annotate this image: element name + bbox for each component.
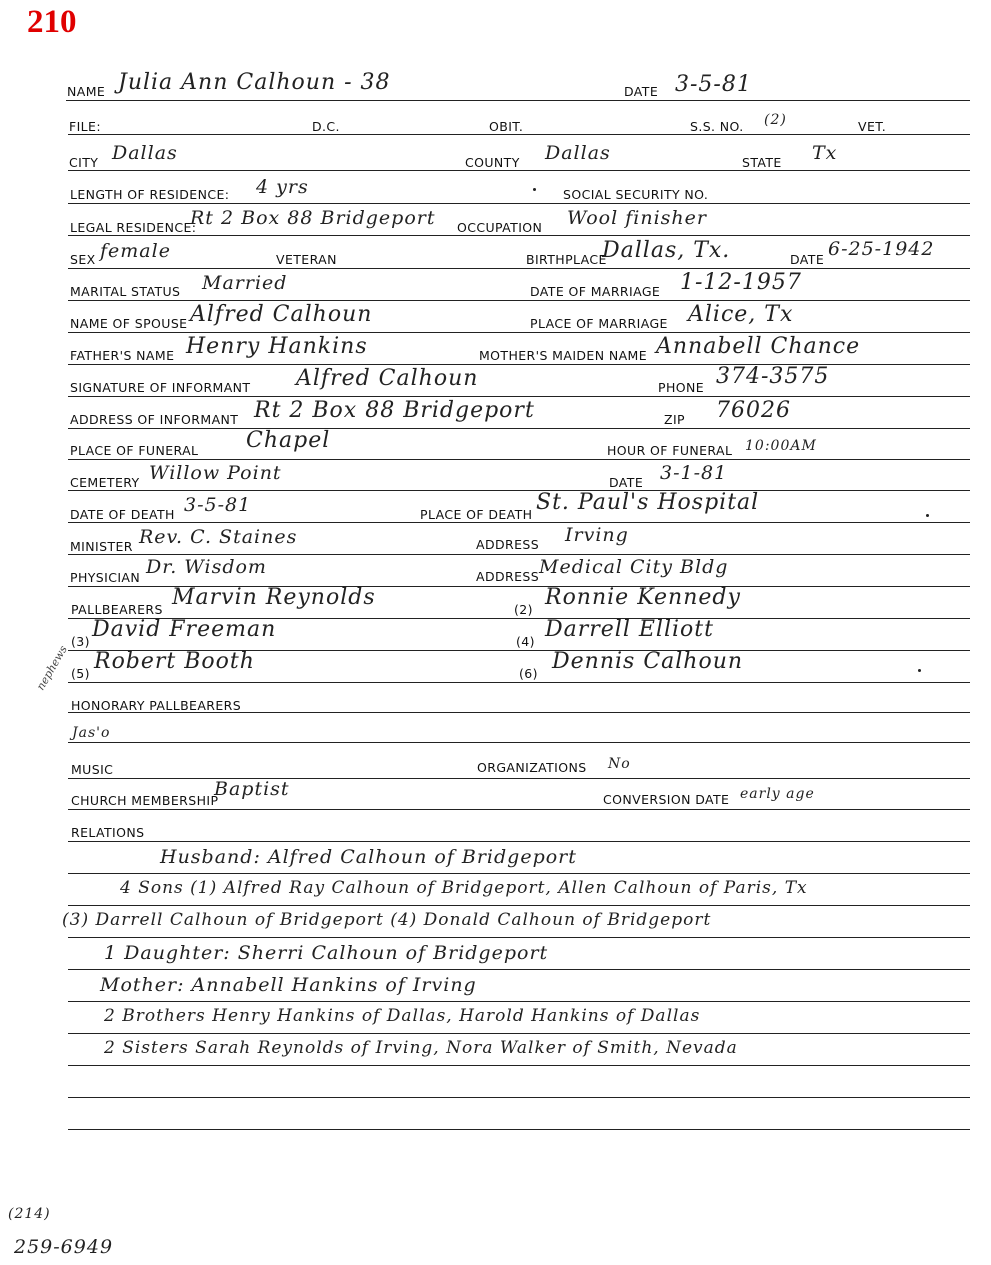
pallbearer-6: Dennis Calhoun xyxy=(552,649,744,674)
informant-addr-value: Rt 2 Box 88 Bridgeport xyxy=(254,398,535,423)
relation-line: (3) Darrell Calhoun of Bridgeport (4) Donald Calhoun of Bridgeport xyxy=(62,910,712,930)
rule-pallbearers-3 xyxy=(68,682,970,683)
funeral-hour-label: HOUR OF FUNERAL xyxy=(607,443,733,458)
cemetery-label: CEMETERY xyxy=(70,475,140,490)
minister-addr-value: Irving xyxy=(565,524,629,546)
rule-honorary-2 xyxy=(68,742,970,743)
relation-line: 2 Brothers Henry Hankins of Dallas, Harold Hankins of Dallas xyxy=(104,1006,701,1026)
honorary-label: HONORARY PALLBEARERS xyxy=(71,698,242,713)
honorary-value: Jas'o xyxy=(72,725,111,741)
spouse-value: Alfred Calhoun xyxy=(190,302,373,327)
social-security-label: SOCIAL SECURITY NO. xyxy=(563,187,709,202)
state-value: Tx xyxy=(812,142,838,164)
rule-informant-addr xyxy=(68,428,970,429)
length-value: 4 yrs xyxy=(256,176,309,198)
name-label: NAME xyxy=(67,84,106,99)
death-date-value: 3-5-81 xyxy=(184,494,252,516)
birthplace-label: BIRTHPLACE xyxy=(526,252,607,267)
veteran-label: VETERAN xyxy=(276,252,337,267)
rule-informant xyxy=(68,396,970,397)
relations-label: RELATIONS xyxy=(71,825,145,840)
phone-label: PHONE xyxy=(658,380,705,395)
rule-file xyxy=(68,134,970,135)
pallbearer-6-number: (6) xyxy=(519,666,538,681)
rule-rel-7 xyxy=(68,1065,970,1066)
ss-no-value: (2) xyxy=(764,112,787,128)
mother-label: MOTHER'S MAIDEN NAME xyxy=(479,348,648,363)
rule-spouse xyxy=(68,332,970,333)
informant-addr-label: ADDRESS OF INFORMANT xyxy=(70,412,239,427)
conversion-label: CONVERSION DATE xyxy=(603,792,730,807)
organizations-label: ORGANIZATIONS xyxy=(477,760,587,775)
length-label: LENGTH OF RESIDENCE: xyxy=(70,187,230,202)
rule-length xyxy=(68,203,970,204)
marriage-place-value: Alice, Tx xyxy=(688,302,794,327)
minister-value: Rev. C. Staines xyxy=(139,526,298,548)
dc-label: D.C. xyxy=(312,119,340,134)
mother-value: Annabell Chance xyxy=(656,334,861,359)
rule-rel-2 xyxy=(68,905,970,906)
footer-note-phone: 259-6949 xyxy=(14,1236,114,1258)
county-value: Dallas xyxy=(545,142,611,164)
rule-relations xyxy=(68,841,970,842)
sex-value: female xyxy=(100,240,171,262)
birthplace-value: Dallas, Tx. xyxy=(602,238,731,263)
marriage-date-value: 1-12-1957 xyxy=(680,270,802,295)
rule-rel-3 xyxy=(68,937,970,938)
pallbearer-4: Darrell Elliott xyxy=(545,617,714,642)
relation-line: 4 Sons (1) Alfred Ray Calhoun of Bridgeport, Allen Calhoun of Paris, Tx xyxy=(120,878,808,898)
church-value: Baptist xyxy=(214,778,290,800)
relation-line: 2 Sisters Sarah Reynolds of Irving, Nora Walker of Smith, Nevada xyxy=(104,1038,738,1058)
minister-addr-label: ADDRESS xyxy=(476,537,540,552)
birth-date-label: DATE xyxy=(790,252,825,267)
stray-dot xyxy=(918,669,921,672)
marital-value: Married xyxy=(202,272,288,294)
rule-rel-8 xyxy=(68,1097,970,1098)
rule-rel-5 xyxy=(68,1001,970,1002)
marital-label: MARITAL STATUS xyxy=(70,284,181,299)
pallbearer-1: Marvin Reynolds xyxy=(172,585,376,610)
rule-funeral xyxy=(68,459,970,460)
rule-city xyxy=(68,170,970,171)
funeral-place-label: PLACE OF FUNERAL xyxy=(70,443,199,458)
church-label: CHURCH MEMBERSHIP xyxy=(71,793,219,808)
margin-note: nephews xyxy=(34,643,70,693)
county-label: COUNTY xyxy=(465,155,520,170)
file-label: FILE: xyxy=(69,119,101,134)
rule-name xyxy=(66,100,970,101)
rule-sex xyxy=(68,268,970,269)
rule-rel-1 xyxy=(68,873,970,874)
physician-value: Dr. Wisdom xyxy=(146,556,267,578)
funeral-place-value: Chapel xyxy=(246,428,331,453)
funeral-hour-value: 10:00AM xyxy=(745,438,817,454)
pallbearer-5-number: (5) xyxy=(71,666,90,681)
rule-rel-6 xyxy=(68,1033,970,1034)
city-value: Dallas xyxy=(112,142,178,164)
rule-minister xyxy=(68,554,970,555)
pallbearer-3-number: (3) xyxy=(71,634,90,649)
sex-label: SEX xyxy=(70,252,96,267)
occupation-value: Wool finisher xyxy=(567,207,707,229)
father-label: FATHER'S NAME xyxy=(70,348,175,363)
organizations-value: No xyxy=(608,756,631,772)
name-value: Julia Ann Calhoun - 38 xyxy=(118,70,391,95)
rule-marital xyxy=(68,300,970,301)
spouse-label: NAME OF SPOUSE xyxy=(70,316,188,331)
stray-dot xyxy=(533,188,536,191)
conversion-value: early age xyxy=(740,786,815,802)
relation-line: 1 Daughter: Sherri Calhoun of Bridgeport xyxy=(104,942,549,964)
informant-sig-label: SIGNATURE OF INFORMANT xyxy=(70,380,251,395)
ss-no-label: S.S. NO. xyxy=(690,119,744,134)
minister-label: MINISTER xyxy=(70,539,133,554)
rule-church xyxy=(68,809,970,810)
page-number: 210 xyxy=(27,4,77,40)
cemetery-date-label: DATE xyxy=(609,475,644,490)
date-label: DATE xyxy=(624,84,659,99)
father-value: Henry Hankins xyxy=(186,334,368,359)
phone-value: 374-3575 xyxy=(716,364,830,389)
rule-music xyxy=(68,778,970,779)
physician-addr-label: ADDRESS xyxy=(476,569,540,584)
vet-label: VET. xyxy=(858,119,887,134)
death-place-value: St. Paul's Hospital xyxy=(536,490,760,515)
rule-death xyxy=(68,522,970,523)
legal-residence-value: Rt 2 Box 88 Bridgeport xyxy=(190,207,436,229)
rule-legal xyxy=(68,235,970,236)
zip-value: 76026 xyxy=(716,398,791,423)
pallbearer-3: David Freeman xyxy=(92,617,277,642)
city-label: CITY xyxy=(69,155,99,170)
rule-honorary xyxy=(68,712,970,713)
rule-father xyxy=(68,364,970,365)
birth-date-value: 6-25-1942 xyxy=(828,238,935,260)
death-place-label: PLACE OF DEATH xyxy=(420,507,533,522)
obit-label: OBIT. xyxy=(489,119,524,134)
relation-line: Husband: Alfred Calhoun of Bridgeport xyxy=(160,846,577,868)
date-value: 3-5-81 xyxy=(675,72,752,97)
legal-residence-label: LEGAL RESIDENCE: xyxy=(70,220,197,235)
rule-rel-4 xyxy=(68,969,970,970)
cemetery-date-value: 3-1-81 xyxy=(660,462,728,484)
stray-dot xyxy=(926,514,929,517)
pallbearer-2: Ronnie Kennedy xyxy=(545,585,741,610)
rule-cemetery xyxy=(68,490,970,491)
death-date-label: DATE OF DEATH xyxy=(70,507,175,522)
relation-line: Mother: Annabell Hankins of Irving xyxy=(100,974,477,996)
pallbearer-5: Robert Booth xyxy=(94,649,255,674)
pallbearer-2-number: (2) xyxy=(514,602,533,617)
marriage-place-label: PLACE OF MARRIAGE xyxy=(530,316,668,331)
occupation-label: OCCUPATION xyxy=(457,220,543,235)
footer-note-area-code: (214) xyxy=(8,1206,51,1222)
pallbearers-label: PALLBEARERS xyxy=(71,602,163,617)
marriage-date-label: DATE OF MARRIAGE xyxy=(530,284,661,299)
zip-label: ZIP xyxy=(664,412,685,427)
physician-label: PHYSICIAN xyxy=(70,570,141,585)
informant-sig-value: Alfred Calhoun xyxy=(296,366,479,391)
pallbearer-4-number: (4) xyxy=(516,634,535,649)
cemetery-value: Willow Point xyxy=(149,462,282,484)
state-label: STATE xyxy=(742,155,782,170)
music-label: MUSIC xyxy=(71,762,114,777)
rule-rel-9 xyxy=(68,1129,970,1130)
physician-addr-value: Medical City Bldg xyxy=(539,556,729,578)
